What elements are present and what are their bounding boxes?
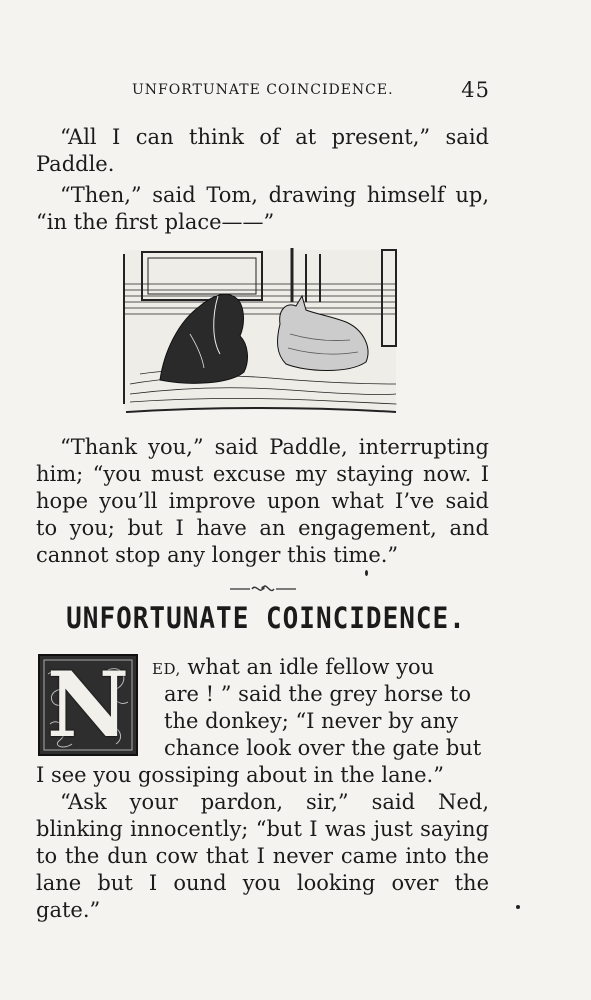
ink-speck bbox=[516, 905, 520, 909]
page-number: 45 bbox=[461, 78, 490, 102]
decorative-drop-cap bbox=[38, 654, 138, 756]
drop-line-4: chance look over the gate but bbox=[164, 736, 482, 760]
paragraph-paddle-present: “All I can think of at present,” said Paddle. bbox=[36, 125, 489, 176]
paragraph-paddle-thank-you: “Thank you,” said Paddle, interrupting him; “you must excuse my staying now. I hope you’ll improve upon what I’ve said to you; but I have an engagement, and cannot stop any longer this time.” bbox=[36, 435, 489, 567]
drop-cap-letter: N bbox=[46, 652, 130, 758]
running-head-title: UNFORTUNATE COINCIDENCE. bbox=[132, 82, 394, 98]
drop-line-3: the donkey; “I never by any bbox=[164, 709, 458, 733]
drop-line-2: are ! ” said the grey horse to bbox=[164, 682, 472, 706]
dog-and-cat-engraving bbox=[120, 244, 400, 416]
section-ornament bbox=[228, 581, 298, 595]
ink-speck bbox=[365, 570, 368, 576]
paragraph-ned-reply: “Ask your pardon, sir,” said Ned, blinking innocently; “but I was just saying to the dun cow that I never came into the lane but I ound you looking over the gate.” bbox=[36, 790, 489, 922]
paragraph-tom-first-place: “Then,” said Tom, drawing himself up, “in the first place——” bbox=[36, 183, 489, 234]
section-title: UNFORTUNATE COINCIDENCE. bbox=[66, 602, 466, 636]
drop-line-1: ED, what an idle fellow you bbox=[152, 655, 435, 679]
paragraph-continuation: I see you gossiping about in the lane.” bbox=[36, 763, 444, 787]
